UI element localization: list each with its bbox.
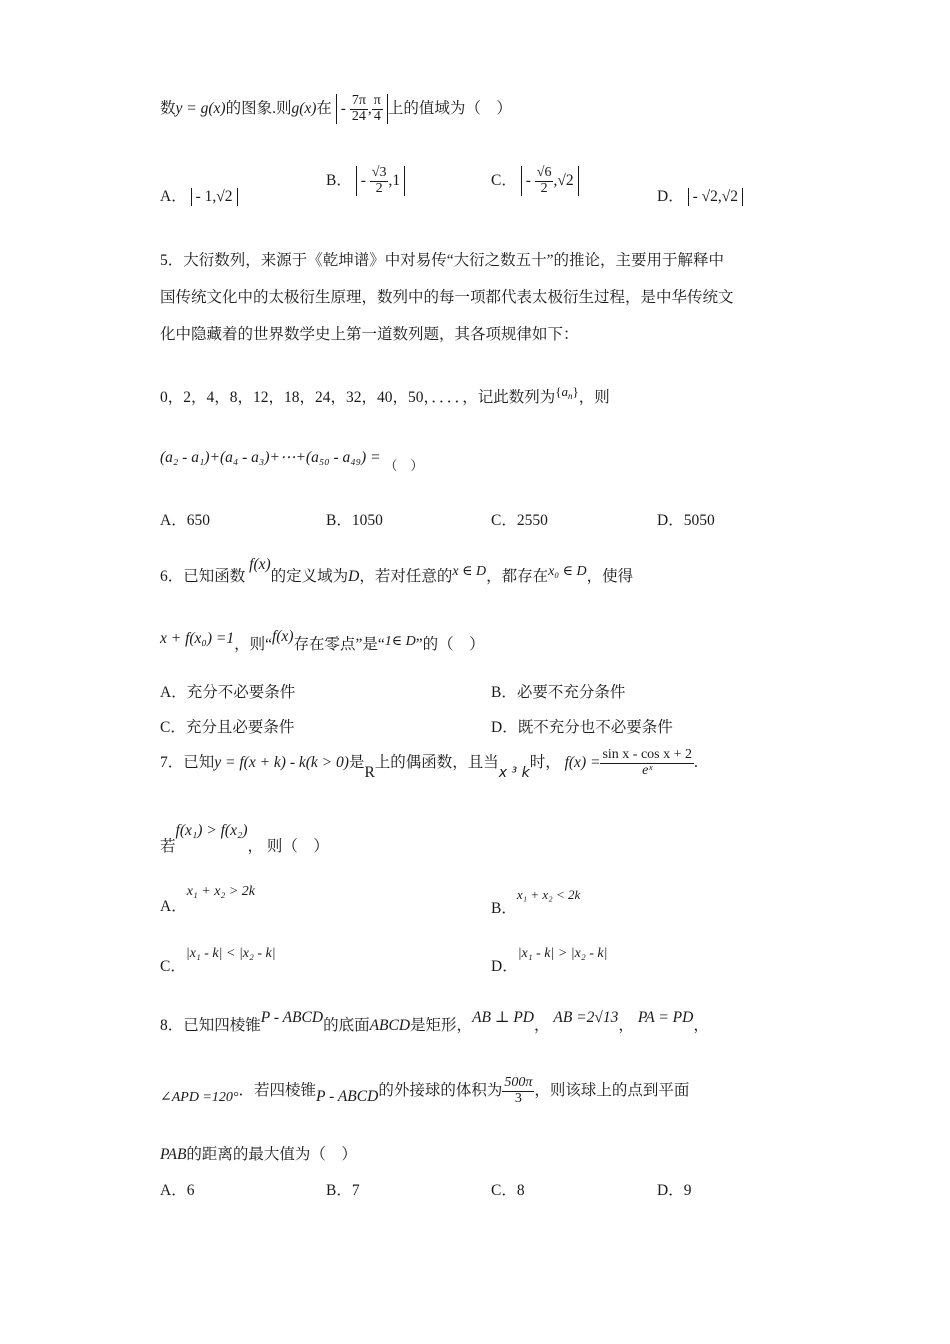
q5-option-d[interactable]: D．5050 (657, 512, 715, 529)
q7-stem-line-1: 7．已知y = f(x + k) - k(k > 0)是R上的偶函数，且当x ³ k时， f(x) = $\frac{\text{sin x - cos x + 2}}{\text{eˣ}}$ . (160, 747, 698, 781)
q5-option-c[interactable]: C．2550 (491, 512, 548, 529)
q5-option-b[interactable]: B．1050 (326, 512, 383, 529)
fraction: $\frac{\text{sin x - cos x + 2}}{\text{eˣ}}$ (602, 747, 692, 778)
q6-option-a[interactable]: A．充分不必要条件 (160, 684, 296, 701)
q7-stem-line-2: 若f(x₁) > f(x₂)， 则（ ） (160, 822, 329, 855)
q6-option-b[interactable]: B．必要不充分条件 (491, 684, 626, 701)
math-expr: g(x) (291, 99, 317, 117)
sequence-symbol: $\{a_n\}$ (555, 384, 579, 401)
q4-option-c[interactable]: C． - $\frac{√6}{2}$ ,√2 (491, 166, 579, 196)
q7-option-b[interactable]: B．x₁ + x₂ < 2k (491, 887, 581, 917)
q8-stem-line-1: 8．已知四棱锥P - ABCD的底面ABCD是矩形，AB ⊥ PD， AB =2√13， PA = PD， (160, 1009, 709, 1034)
fraction: $\frac{500\pi}{3}$ (504, 1075, 533, 1106)
q5-option-a[interactable]: A．650 (160, 512, 210, 529)
q5-stem-line-1: 5．大衍数列，来源于《乾坤谱》中对易传“大衍之数五十”的推论，主要用于解释中 (160, 252, 725, 269)
q8-option-d[interactable]: D．9 (657, 1182, 692, 1199)
math-expr: y = g(x) (175, 99, 226, 117)
q5-sum-line: (a₂ - a₁)+(a₄ - a₃)+⋯+(a₅₀ - a₄₉) = $_{( )}$ (160, 449, 424, 473)
fraction: $\frac{√6}{2}$ (536, 165, 552, 196)
q6-option-d[interactable]: D．既不充分也不必要条件 (491, 719, 673, 736)
q8-option-a[interactable]: A．6 (160, 1182, 195, 1199)
q7-option-c[interactable]: C．|x₁ - k| < |x₂ - k| (160, 946, 276, 975)
q4-option-a[interactable]: A． - 1,√2 (160, 184, 238, 206)
q5-sequence-line: 0，2，4，8，12，18，24，32，40，50，．．．．，记此数列为$\{a_n\}$，则 (160, 384, 610, 406)
q5-stem-line-3: 化中隐藏着的世界数学史上第一道数列题，其各项规律如下： (160, 326, 579, 343)
q7-option-d[interactable]: D．|x₁ - k| > |x₂ - k| (491, 946, 608, 975)
q8-option-c[interactable]: C．8 (491, 1182, 525, 1199)
q4-option-b[interactable]: B． - $\frac{√3}{2}$ ,1 (326, 166, 405, 196)
q8-stem-line-3: PAB的距离的最大值为（ ） (160, 1146, 357, 1163)
q4-option-d[interactable]: D． - √2,√2 (657, 184, 743, 206)
q4-stem-line: 数y = g(x)的图象.则g(x)在 - $\frac{7\pi}{24}$ , $\frac{\pi}{4}$ 上的值域为（ ） (160, 93, 512, 124)
fraction: $\frac{7\pi}{24}$ (351, 93, 366, 124)
q6-option-c[interactable]: C．充分且必要条件 (160, 719, 295, 736)
q6-stem-line-2: x + f(x₀) =1，则“f(x)存在零点”是“1∈ D”的（ ） (160, 628, 485, 653)
interval-bracket: - $\frac{7\pi}{24}$ , $\frac{\pi}{4}$ (336, 94, 388, 124)
fraction: $\frac{\pi}{4}$ (373, 93, 381, 124)
q7-option-a[interactable]: A．x₁ + x₂ > 2k (160, 884, 255, 915)
math-expr: y = f(x + k) - k(k > 0) (214, 753, 349, 771)
q8-option-b[interactable]: B．7 (326, 1182, 360, 1199)
fraction: $\frac{√3}{2}$ (371, 165, 387, 196)
q8-stem-line-2: ∠APD =120°．若四棱锥P - ABCD的外接球的体积为 $\frac{500\pi}{3}$ ，则该球上的点到平面 (160, 1075, 690, 1106)
q6-stem-line-1: 6．已知函数 f(x)的定义域为D，若对任意的x ∈ D，都存在x₀ ∈ D，使得 (160, 556, 634, 585)
q5-stem-line-2: 国传统文化中的太极衍生原理，数列中的每一项都代表太极衍生过程，是中华传统文 (160, 289, 734, 306)
math-expr: (a₂ - a₁)+(a₄ - a₃)+⋯+(a₅₀ - a₄₉) = (160, 449, 381, 466)
